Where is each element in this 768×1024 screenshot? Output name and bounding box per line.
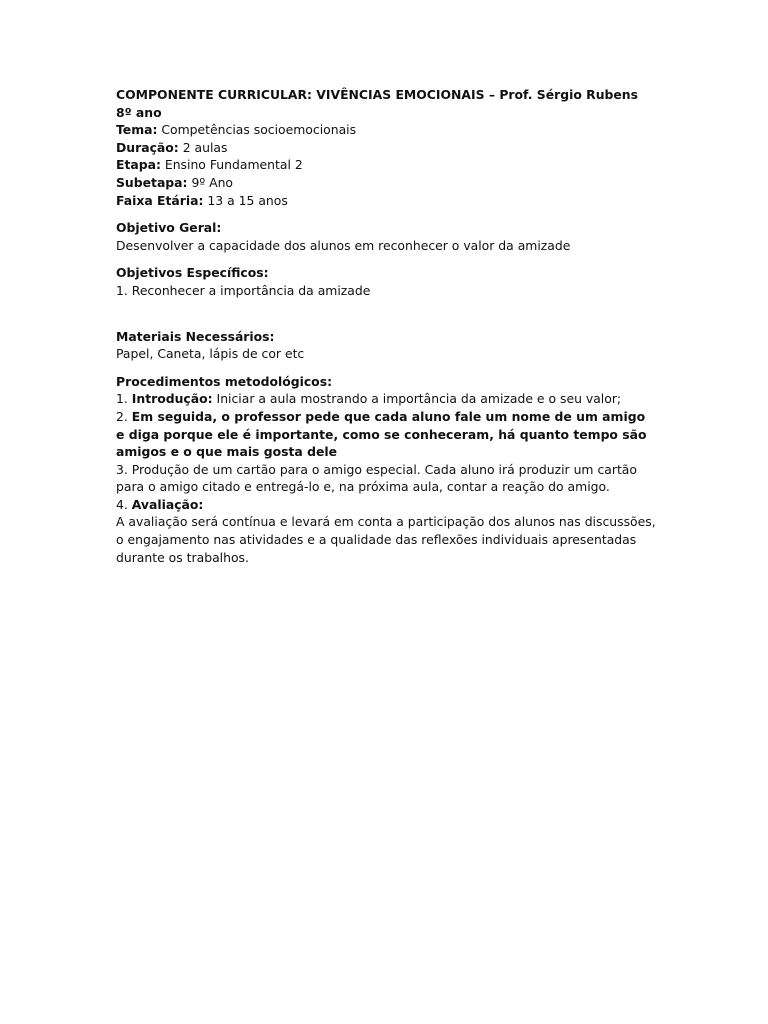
step-label: Introdução: [131,391,213,407]
info-value: Ensino Fundamental 2 [160,157,303,173]
step-number: 2. [116,408,132,424]
info-label: Tema: [116,122,158,138]
objetivo-geral-heading: Objetivo Geral: [116,220,222,236]
objetivos-especificos-text: 1. Reconhecer a importância da amizade [116,282,371,298]
materiais-section [116,328,656,363]
procedimento-step-2 [116,408,656,461]
document-title: COMPONENTE CURRICULAR: VIVÊNCIAS EMOCIONAIS – Prof. Sérgio Rubens 8º ano [116,87,638,120]
step-label: Avaliação: [131,496,204,512]
objetivo-geral-text: Desenvolver a capacidade dos alunos em reconhecer o valor da amizade [116,237,571,253]
info-block [116,121,656,209]
info-label: Subetapa: [116,174,188,190]
materiais-heading: Materiais Necessários: [116,328,275,344]
objetivos-especificos-section [116,264,656,299]
step-text: Em seguida, o professor pede que cada aluno fale um nome de um amigo e diga porque ele é importante, como se conheceram, há quanto tempo são amigos e o que mais gosta dele [116,408,647,460]
info-label: Faixa Etária: [116,192,204,208]
info-value: 9º Ano [187,174,234,190]
info-value: 13 a 15 anos [203,192,288,208]
document-page [116,86,656,566]
info-duracao [116,139,656,157]
procedimentos-heading: Procedimentos metodológicos: [116,373,333,389]
avaliacao-text: A avaliação será contínua e levará em conta a participação dos alunos nas discussões, o engajamento nas atividades e a qualidade das reflexões individuais apresentadas durante os trabalhos. [116,514,656,565]
step-number: 1. [116,391,132,407]
info-label: Duração: [116,139,179,155]
avaliacao-heading [116,496,656,514]
info-tema [116,121,656,139]
materiais-text: Papel, Caneta, lápis de cor etc [116,346,305,362]
info-faixa-etaria [116,192,656,210]
info-label: Etapa: [116,157,161,173]
info-value: Competências socioemocionais [157,122,357,138]
objetivo-geral-section [116,219,656,254]
info-value: 2 aulas [178,139,228,155]
procedimento-step-3: 3. Produção de um cartão para o amigo especial. Cada aluno irá produzir um cartão para o amigo citado e entregá-lo e, na próxima aula, contar a reação do amigo. [116,461,637,495]
info-subetapa [116,174,656,192]
avaliacao-section [116,496,656,566]
info-etapa [116,156,656,174]
objetivos-especificos-heading: Objetivos Específicos: [116,265,269,281]
step-number: 4. [116,496,132,512]
procedimento-step-1 [116,390,656,408]
step-text: Iniciar a aula mostrando a importância da amizade e o seu valor; [212,391,622,407]
